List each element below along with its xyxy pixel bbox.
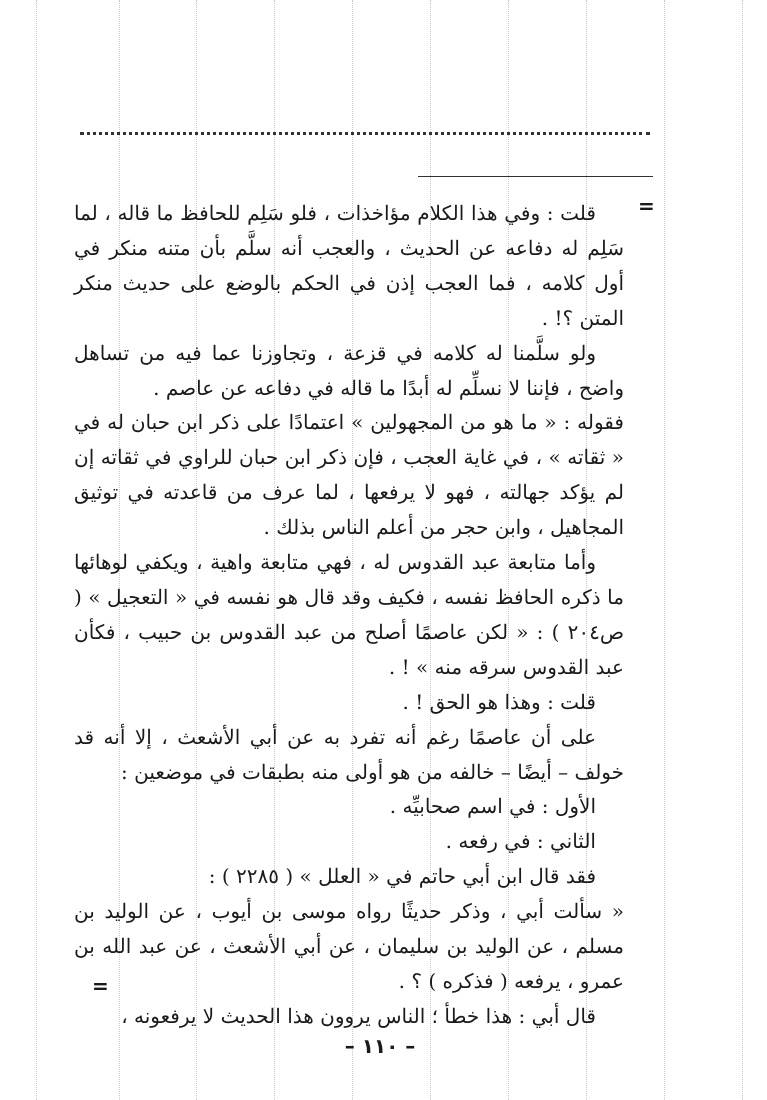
footnote-continues-marker: = — [92, 974, 109, 998]
paragraph: ولو سلَّمنا له كلامه في قزعة ، وتجاوزنا عما فيه من تساهل واضح ، فإننا لا نسلِّم له أبدًا ما قاله في دفاعه عن عاصم . — [74, 340, 624, 400]
paragraph: « سألت أبي ، وذكر حديثًا رواه موسى بن أيوب ، عن الوليد بن مسلم ، عن الوليد بن سليمان ، عن أبي الأشعث ، عن عبد الله بن عمرو ، يرفعه ( فذكره ) ؟ . — [74, 899, 624, 993]
footnote-rule — [418, 176, 653, 177]
dotted-separator — [80, 122, 650, 135]
paragraph: الأول : في اسم صحابيِّه . — [389, 794, 596, 819]
footnote-continuation-marker: = — [638, 194, 655, 218]
footnote-text — [74, 196, 624, 1034]
paragraph: قال أبي : هذا خطأ ؛ الناس يروون هذا الحديث لا يرفعونه ، — [121, 1003, 596, 1028]
paragraph: فقوله : « ما هو من المجهولين » اعتمادًا على ذكر ابن حبان له في « ثقاته » ، في غاية العجب ، فإن ذكر ابن حبان للراوي في ثقاته إن لم يؤكد جهالته ، فهو لا يرفعها ، لما عرف من قاعدته في توثيق المجاهيل ، وابن حجر من أعلم الناس بذلك . — [74, 410, 624, 540]
scan-grid-line — [742, 0, 743, 1100]
page-number: – ١١٠ – — [344, 1034, 416, 1058]
paragraph: قلت : وهذا هو الحق ! . — [402, 689, 596, 714]
paragraph: وأما متابعة عبد القدوس له ، فهي متابعة واهية ، ويكفي لوهائها ما ذكره الحافظ نفسه ، فكيف وقد قال هو نفسه في « التعجيل » ( ص٢٠٤ ) : « لكن عاصمًا أصلح من عبد القدوس بن حبيب ، فكأن عبد القدوس سرقه منه » ! . — [74, 550, 624, 679]
paragraph: فقد قال ابن أبي حاتم في « العلل » ( ٢٢٨٥ ) : — [208, 864, 596, 889]
paragraph: على أن عاصمًا رغم أنه تفرد به عن أبي الأشعث ، إلا أنه قد خولف – أيضًا – خالفه من هو أولى منه بطبقات في موضعين : — [74, 724, 624, 784]
scan-grid-line — [664, 0, 665, 1100]
paragraph: الثاني : في رفعه . — [445, 829, 596, 854]
scan-grid-line — [36, 0, 37, 1100]
paragraph: قلت : وفي هذا الكلام مؤاخذات ، فلو سَلِم للحافظ ما قاله ، لما سَلِم له دفاعه عن الحديث ، والعجب أنه سلَّم بأن متنه منكر في أول كلامه ، فما العجب إذن في الحكم بالوضع على حديث منكر المتن ؟! . — [74, 201, 624, 330]
